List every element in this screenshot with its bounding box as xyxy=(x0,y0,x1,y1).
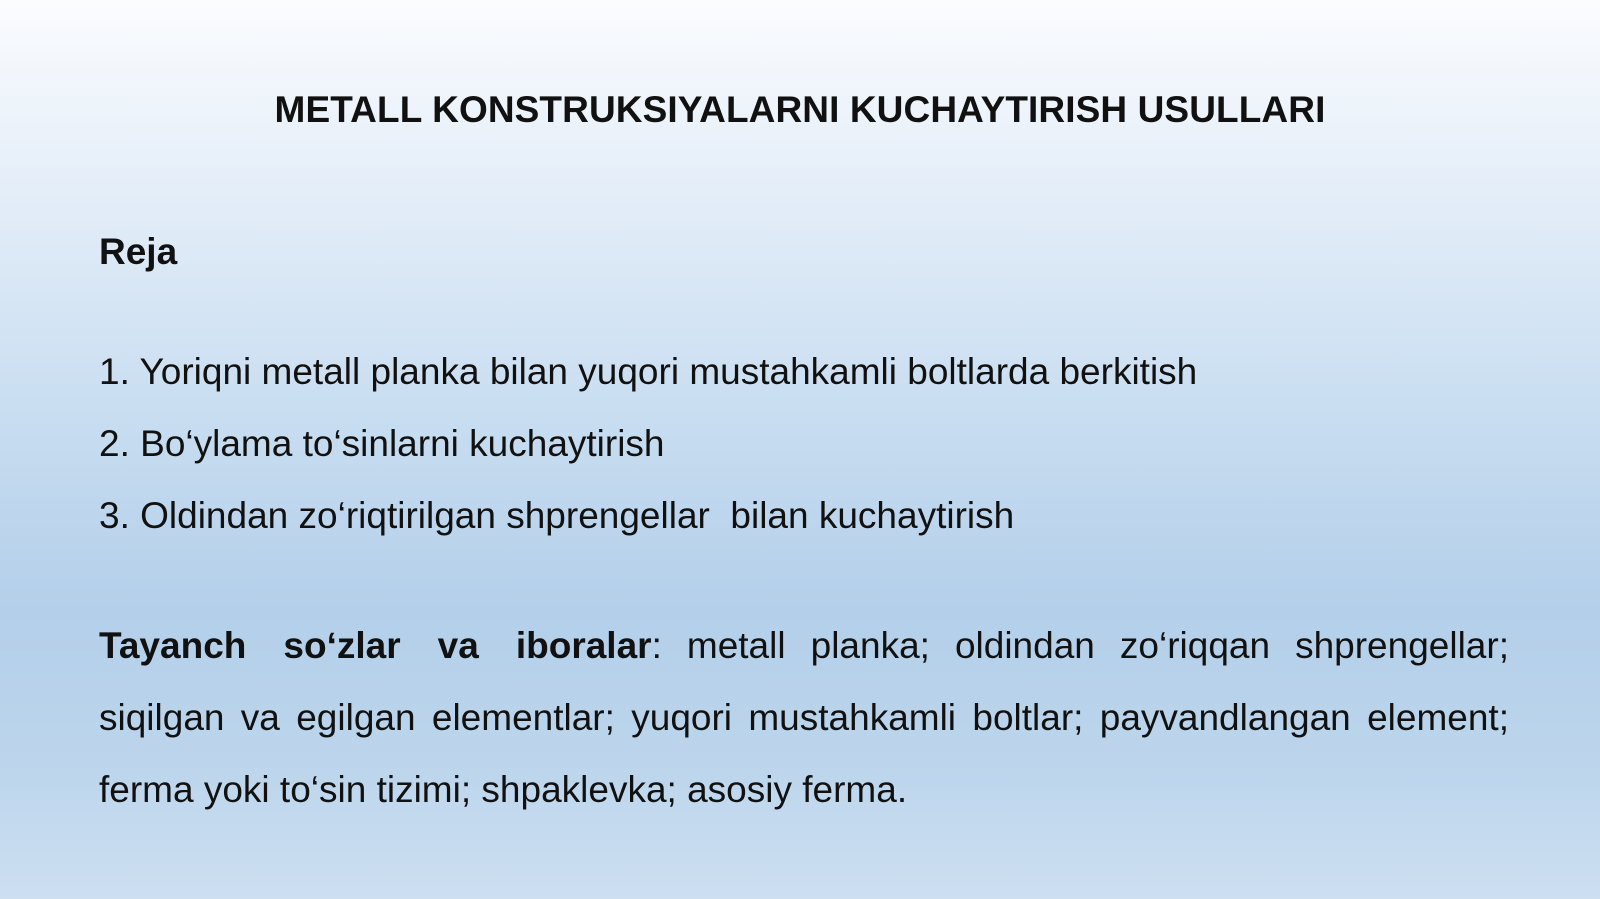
plan-item: 2. Bo‘ylama to‘sinlarni kuchaytirish xyxy=(99,423,665,464)
keywords-text: : metall planka; oldindan zo‘riqqan shprengellar; siqilgan va egilgan elementlar; yuqori mustahkamli boltlar; payvandlangan element; ferma yoki to‘sin tizimi; shpaklevka; asosiy ferma. xyxy=(99,625,1509,810)
plan-item: 1. Yoriqni metall planka bilan yuqori mustahkamli boltlarda berkitish xyxy=(99,351,1198,392)
plan-heading: Reja xyxy=(99,231,178,272)
plan-item: 3. Oldindan zo‘riqtirilgan shprengellar bilan kuchaytirish xyxy=(99,495,1015,536)
plan-list xyxy=(99,350,1197,566)
keywords-paragraph xyxy=(99,610,1509,826)
slide-title: METALL KONSTRUKSIYALARNI KUCHAYTIRISH USULLARI xyxy=(274,89,1326,130)
keywords-label: Tayanch so‘zlar va iboralar xyxy=(99,625,652,666)
